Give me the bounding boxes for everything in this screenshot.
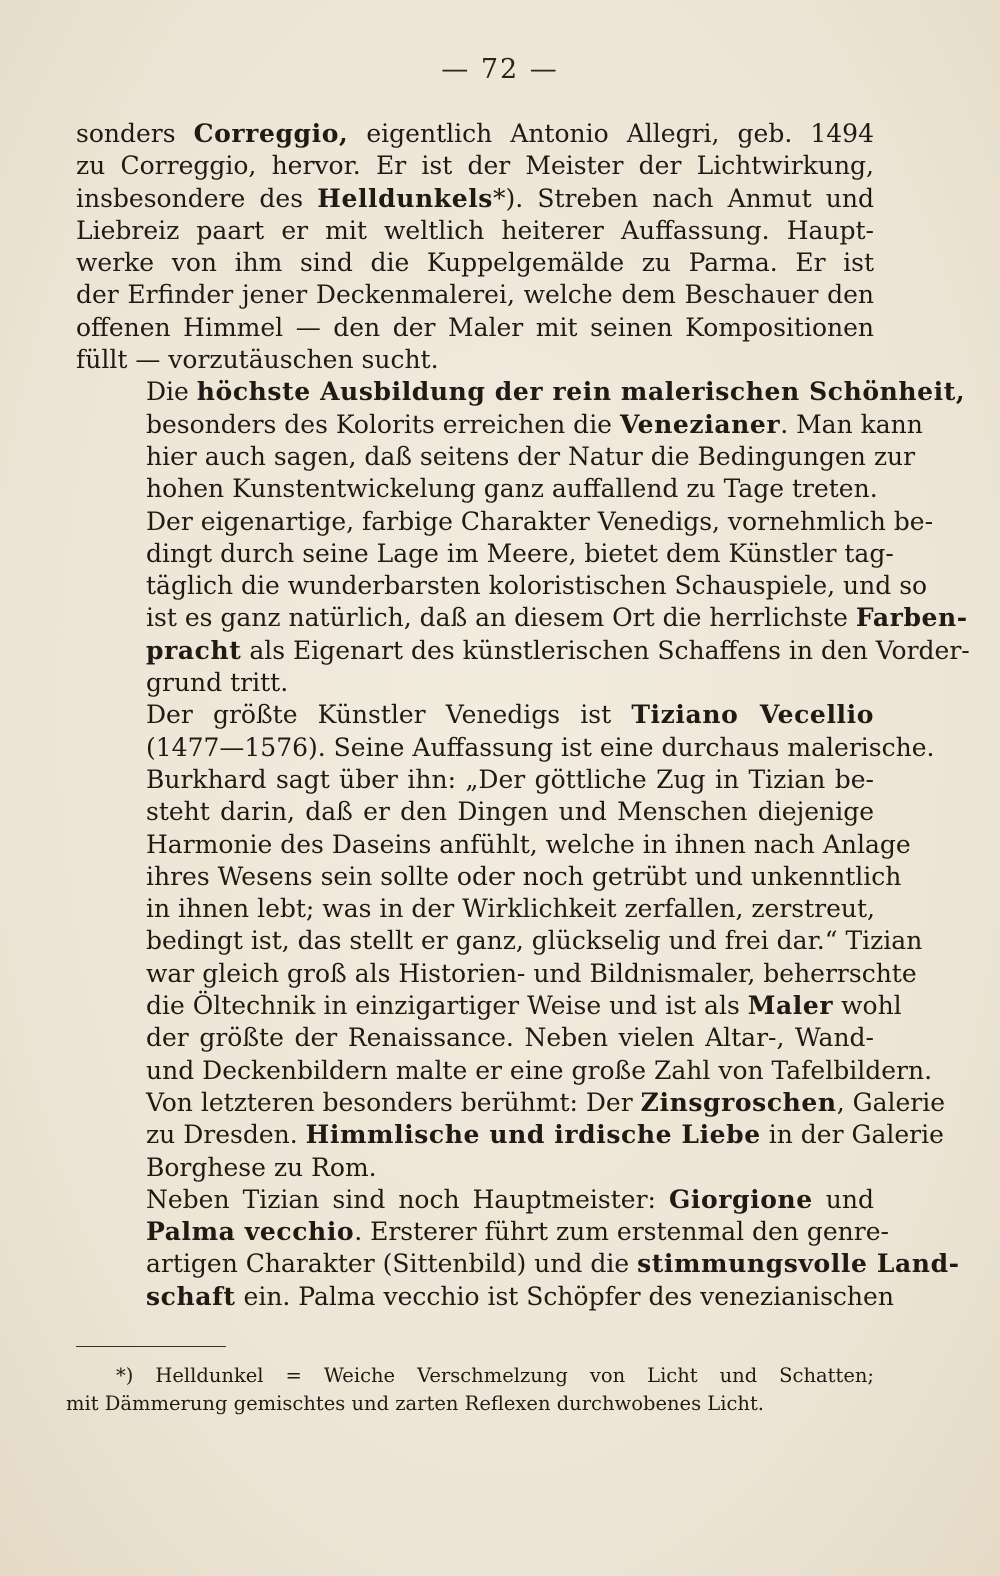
footnote-line: mit Dämmerung gemischtes und zarten Reflexen durchwobenes Licht. — [66, 1392, 765, 1415]
paragraph — [76, 1184, 960, 1313]
paragraph — [76, 376, 970, 699]
text-run: in ihnen lebt; was in der Wirklichkeit zerfallen, zerstreut, — [146, 894, 875, 924]
text-run: zu Dresden. — [146, 1120, 306, 1150]
emphasized-term: höchste Ausbildung der rein malerischen Schönheit, — [196, 377, 966, 407]
emphasized-term: pracht — [146, 635, 242, 665]
text-run: Der eigenartige, farbige Charakter Venedigs, vornehmlich be- — [146, 506, 934, 536]
emphasized-term: Correggio, — [193, 119, 349, 148]
text-run: und — [812, 1184, 874, 1214]
text-run: dingt durch seine Lage im Meere, bietet dem Künstler tag- — [146, 538, 894, 568]
text-run: in der Galerie — [760, 1120, 944, 1150]
text-run: der größte der Renaissance. Neben vielen Altar-, Wand- — [146, 1023, 874, 1053]
text-run: als Eigenart des künstlerischen Schaffens in den Vorder- — [241, 635, 970, 665]
text-run: zu Correggio, hervor. Er ist der Meister der Lichtwirkung, — [76, 151, 874, 181]
footnote-rule — [76, 1346, 226, 1347]
emphasized-term: stimmungsvolle Land- — [637, 1249, 960, 1279]
text-line — [76, 473, 878, 505]
text-run: grund tritt. — [146, 668, 289, 698]
text-run: sonders — [76, 119, 194, 148]
text-line — [76, 764, 874, 796]
emphasized-term: schaft — [146, 1281, 236, 1311]
paragraph — [76, 699, 946, 1183]
text-run: werke von ihm sind die Kuppelgemälde zu Parma. Er ist — [76, 248, 874, 278]
text-line — [76, 796, 874, 828]
emphasized-term: Venezianer — [619, 409, 781, 439]
text-line — [76, 893, 874, 925]
text-run: offenen Himmel — den der Maler mit seinen Kompositionen — [76, 312, 874, 342]
text-line — [76, 247, 874, 279]
text-run: ein. Palma vecchio ist Schöpfer des venezianischen — [235, 1281, 894, 1311]
text-line — [76, 1184, 874, 1216]
text-line — [76, 1119, 944, 1151]
text-run: eigentlich Antonio Allegri, geb. 1494 — [348, 119, 874, 148]
text-line — [76, 118, 874, 150]
text-run: Neben Tizian sind noch Hauptmeister: — [146, 1184, 669, 1214]
text-line — [76, 1055, 933, 1087]
text-run: täglich die wunderbarsten koloristischen Schauspiele, und so — [146, 571, 928, 601]
text-run: war gleich groß als Historien- und Bildnismaler, beherrschte — [146, 958, 917, 988]
emphasized-term: Giorgione — [668, 1184, 813, 1214]
text-run: hohen Kunstentwickelung ganz auffallend zu Tage treten. — [146, 474, 878, 504]
text-run: Von letzteren besonders berühmt: Der — [146, 1087, 641, 1117]
emphasized-term: Himmlische und irdische Liebe — [305, 1120, 761, 1150]
text-run: und Deckenbildern malte er eine große Zahl von Tafelbildern. — [146, 1055, 933, 1085]
text-run: , Galerie — [836, 1087, 946, 1117]
text-line — [76, 1281, 894, 1313]
emphasized-term: Tiziano Vecellio — [631, 700, 875, 730]
text-run: . Ersterer führt zum erstenmal den genre- — [354, 1217, 889, 1247]
emphasized-term: Maler — [747, 991, 834, 1021]
emphasized-term: Zinsgroschen — [640, 1087, 837, 1117]
text-run: *). Streben nach Anmut und — [492, 183, 874, 213]
text-line — [76, 150, 874, 182]
footnote — [66, 1362, 874, 1418]
text-line — [76, 861, 902, 893]
text-line — [76, 667, 874, 699]
text-line — [76, 344, 874, 376]
text-line — [76, 441, 916, 473]
text-line — [76, 506, 934, 538]
emphasized-term: Farben- — [855, 603, 968, 633]
text-run: füllt — vorzutäuschen sucht. — [76, 345, 439, 375]
text-run: wohl — [833, 991, 902, 1021]
text-line — [76, 215, 874, 247]
text-line — [76, 732, 935, 764]
text-line — [76, 538, 894, 570]
text-line — [76, 1087, 946, 1119]
text-run: (1477—1576). Seine Auffassung ist eine durchaus malerische. — [146, 732, 935, 762]
text-run: hier auch sagen, daß seitens der Natur die Bedingungen zur — [146, 441, 916, 471]
text-run: insbesondere des — [76, 183, 318, 213]
text-line — [76, 279, 874, 311]
text-run: besonders des Kolorits erreichen die — [146, 409, 620, 439]
text-line — [76, 925, 923, 957]
text-line — [76, 1216, 889, 1248]
body-text — [76, 118, 970, 1313]
text-line — [76, 1248, 960, 1280]
text-run: Liebreiz paart er mit weltlich heiterer Auffassung. Haupt- — [76, 215, 874, 245]
text-line — [76, 829, 911, 861]
text-run: steht darin, daß er den Dingen und Menschen diejenige — [146, 797, 874, 827]
emphasized-term: Helldunkels — [317, 183, 493, 213]
text-run: Burkhard sagt über ihn: „Der göttliche Zug in Tizian be- — [146, 764, 874, 794]
text-line — [76, 183, 874, 215]
text-run: Der größte Künstler Venedigs ist — [146, 700, 632, 730]
text-line — [76, 699, 874, 731]
paragraph — [76, 118, 874, 376]
text-line — [76, 1022, 874, 1054]
text-line — [76, 312, 874, 344]
text-run: die Öltechnik in einzigartiger Weise und ist als — [146, 991, 748, 1021]
emphasized-term: Palma vecchio — [146, 1217, 355, 1247]
text-line — [76, 602, 968, 634]
text-run: Borghese zu Rom. — [146, 1152, 377, 1182]
text-run: bedingt ist, das stellt er ganz, glückselig und frei dar.“ Tizian — [146, 926, 923, 956]
footnote-line: *) Helldunkel = Weiche Verschmelzung von Licht und Schatten; — [116, 1364, 874, 1387]
text-line — [76, 958, 917, 990]
text-line — [76, 376, 966, 408]
text-line — [76, 1152, 874, 1184]
text-line — [76, 409, 923, 441]
text-run: ihres Wesens sein sollte oder noch getrübt und unkenntlich — [146, 861, 902, 891]
text-run: artigen Charakter (Sittenbild) und die — [146, 1249, 638, 1279]
text-run: Harmonie des Daseins anfühlt, welche in ihnen nach Anlage — [146, 829, 911, 859]
text-line — [76, 990, 902, 1022]
text-run: der Erfinder jener Deckenmalerei, welche dem Beschauer den — [76, 280, 874, 310]
text-run: ist es ganz natürlich, daß an diesem Ort die herrlichste — [146, 603, 856, 633]
page-number: — 72 — — [441, 54, 559, 85]
text-run: . Man kann — [780, 409, 923, 439]
text-run: Die — [146, 377, 197, 407]
text-line — [76, 635, 970, 667]
text-line — [76, 570, 928, 602]
